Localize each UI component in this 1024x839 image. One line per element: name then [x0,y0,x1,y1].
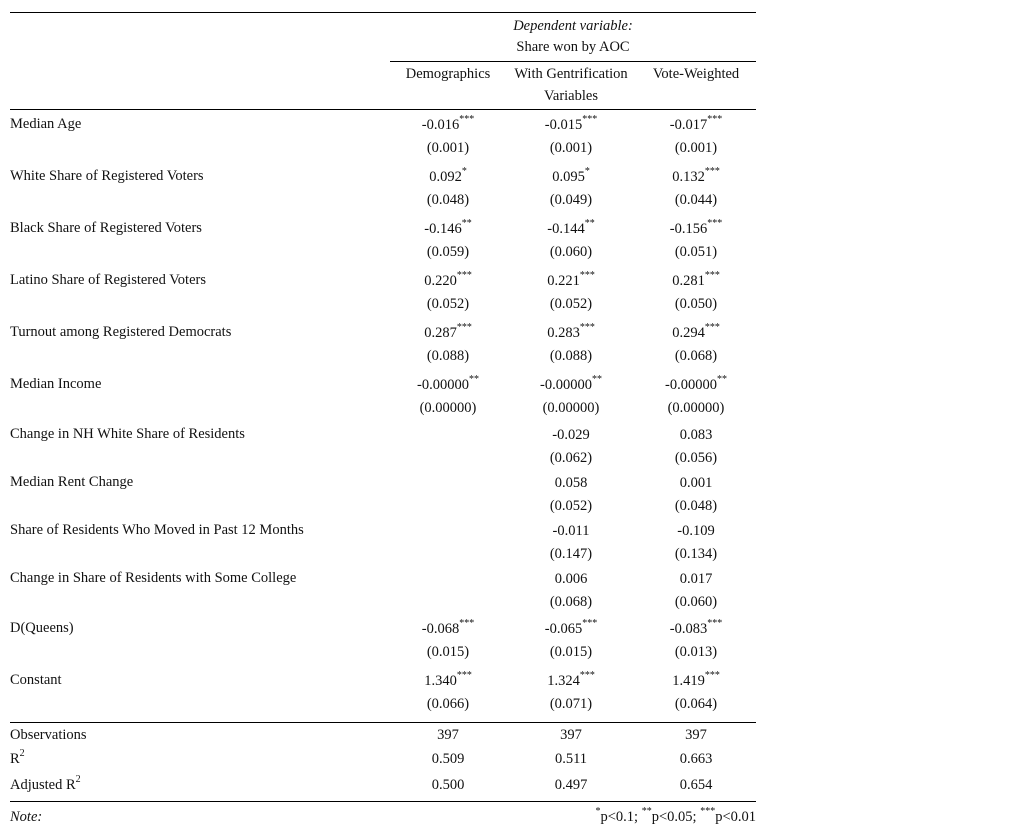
coefficient-cell: 0.058 [554,475,588,491]
coefficient-cell: -0.011 [552,523,590,539]
standard-error-cell: (0.049) [549,192,593,208]
significance-stars: *** [579,670,595,682]
row-label: Latino Share of Registered Voters [10,272,206,288]
standard-error-cell: (0.015) [426,644,470,660]
significance-stars: *** [582,618,598,630]
standard-error-cell: (0.088) [426,348,470,364]
standard-error-cell: (0.052) [549,296,593,312]
top-rule [10,12,756,13]
significance-stars: *** [704,322,720,334]
coefficient-cell: -0.017*** [669,114,723,133]
standard-error-cell: (0.060) [549,244,593,260]
significance-stars: *** [456,322,472,334]
standard-error-cell: (0.00000) [542,400,600,416]
significance-stars: *** [582,114,598,126]
row-label: Change in Share of Residents with Some College [10,570,297,586]
significance-stars: * [461,166,467,178]
column-header-gentrification-line2: Variables [544,88,598,104]
stat-value: 0.509 [431,751,465,767]
header-rule [10,109,756,110]
row-label: Change in NH White Share of Residents [10,426,245,442]
row-label: Share of Residents Who Moved in Past 12 Months [10,522,304,538]
significance-stars: *** [707,218,723,230]
coefficient-cell: -0.00000** [540,374,602,393]
significance-stars: *** [579,322,595,334]
standard-error-cell: (0.071) [549,696,593,712]
coefficient-cell: 0.001 [679,475,713,491]
coefficient-cell: 1.419*** [672,670,720,689]
dependent-variable-name: Share won by AOC [516,39,630,55]
stat-label: $R^2$ [10,748,25,767]
coefficient-cell: 0.092* [429,166,467,185]
significance-stars: *** [456,270,472,282]
coefficient-cell: -0.015*** [544,114,598,133]
stat-value: 0.511 [554,751,588,767]
significance-stars: *** [459,618,475,630]
standard-error-cell: (0.088) [549,348,593,364]
coefficient-cell: -0.146** [424,218,472,237]
stat-value: 397 [685,727,707,743]
significance-stars: ** [591,374,602,386]
coefficient-cell: 0.132*** [672,166,720,185]
row-label: Median Rent Change [10,474,134,490]
significance-stars: *** [579,270,595,282]
standard-error-cell: (0.052) [426,296,470,312]
row-label: Median Age [10,116,82,132]
stat-value: 0.654 [679,777,713,793]
coefficient-cell: 0.017 [679,571,713,587]
coefficient-cell: 0.283*** [547,322,595,341]
coefficient-cell: -0.065*** [544,618,598,637]
standard-error-cell: (0.00000) [667,400,725,416]
dependent-variable-label: Dependent variable: [513,18,633,34]
coefficient-cell: 0.095* [552,166,590,185]
significance-stars: *** [459,114,475,126]
column-header-gentrification: With Gentrification [514,66,628,82]
row-label: Constant [10,672,62,688]
coefficient-cell: 0.281*** [672,270,720,289]
coefficient-cell: -0.144** [547,218,595,237]
standard-error-cell: (0.048) [674,498,718,514]
column-header-demographics: Demographics [405,66,491,82]
significance-note: *p<0.1; **p<0.05; ***p<0.01 [595,806,756,825]
standard-error-cell: (0.001) [426,140,470,156]
standard-error-cell: (0.068) [549,594,593,610]
significance-stars: * [584,166,590,178]
standard-error-cell: (0.147) [549,546,593,562]
stat-label: Adjusted $R^2$ [10,774,81,793]
coefficient-cell: -0.00000** [417,374,479,393]
row-label: D(Queens) [10,620,74,636]
significance-stars: *** [707,618,723,630]
stat-value: 397 [560,727,582,743]
row-label: White Share of Registered Voters [10,168,204,184]
standard-error-cell: (0.051) [674,244,718,260]
coefficient-cell: 0.287*** [424,322,472,341]
row-label: Turnout among Registered Democrats [10,324,232,340]
standard-error-cell: (0.013) [674,644,718,660]
standard-error-cell: (0.00000) [419,400,477,416]
note-label: Note: [10,809,43,825]
standard-error-cell: (0.052) [549,498,593,514]
standard-error-cell: (0.050) [674,296,718,312]
stat-value: 0.497 [554,777,588,793]
coefficient-cell: 0.221*** [547,270,595,289]
significance-stars: *** [707,114,723,126]
coefficient-cell: 0.083 [679,427,713,443]
standard-error-cell: (0.015) [549,644,593,660]
stat-value: 397 [437,727,459,743]
coefficient-cell: -0.156*** [669,218,723,237]
standard-error-cell: (0.001) [549,140,593,156]
significance-stars: *** [704,270,720,282]
coefficient-cell: -0.109 [677,523,715,539]
significance-stars: ** [461,218,472,230]
note-rule [10,801,756,802]
significance-stars: ** [584,218,595,230]
standard-error-cell: (0.059) [426,244,470,260]
standard-error-cell: (0.062) [549,450,593,466]
column-header-vote-weighted: Vote-Weighted [652,66,740,82]
coefficient-cell: -0.083*** [669,618,723,637]
standard-error-cell: (0.060) [674,594,718,610]
coefficient-cell: 0.220*** [424,270,472,289]
standard-error-cell: (0.056) [674,450,718,466]
significance-stars: ** [468,374,479,386]
standard-error-cell: (0.068) [674,348,718,364]
row-label: Black Share of Registered Voters [10,220,202,236]
standard-error-cell: (0.066) [426,696,470,712]
row-label: Median Income [10,376,102,392]
significance-stars: *** [704,670,720,682]
stat-label: Observations [10,727,87,743]
standard-error-cell: (0.048) [426,192,470,208]
significance-stars: *** [456,670,472,682]
significance-stars: *** [704,166,720,178]
dependent-variable-rule [390,61,756,62]
standard-error-cell: (0.001) [674,140,718,156]
significance-stars: ** [716,374,727,386]
standard-error-cell: (0.134) [674,546,718,562]
coefficient-cell: -0.016*** [421,114,475,133]
standard-error-cell: (0.044) [674,192,718,208]
stats-rule [10,722,756,723]
stat-value: 0.500 [431,777,465,793]
standard-error-cell: (0.064) [674,696,718,712]
coefficient-cell: 1.324*** [547,670,595,689]
coefficient-cell: -0.068*** [421,618,475,637]
coefficient-cell: -0.00000** [665,374,727,393]
coefficient-cell: 1.340*** [424,670,472,689]
coefficient-cell: 0.294*** [672,322,720,341]
coefficient-cell: 0.006 [554,571,588,587]
stat-value: 0.663 [679,751,713,767]
coefficient-cell: -0.029 [552,427,590,443]
